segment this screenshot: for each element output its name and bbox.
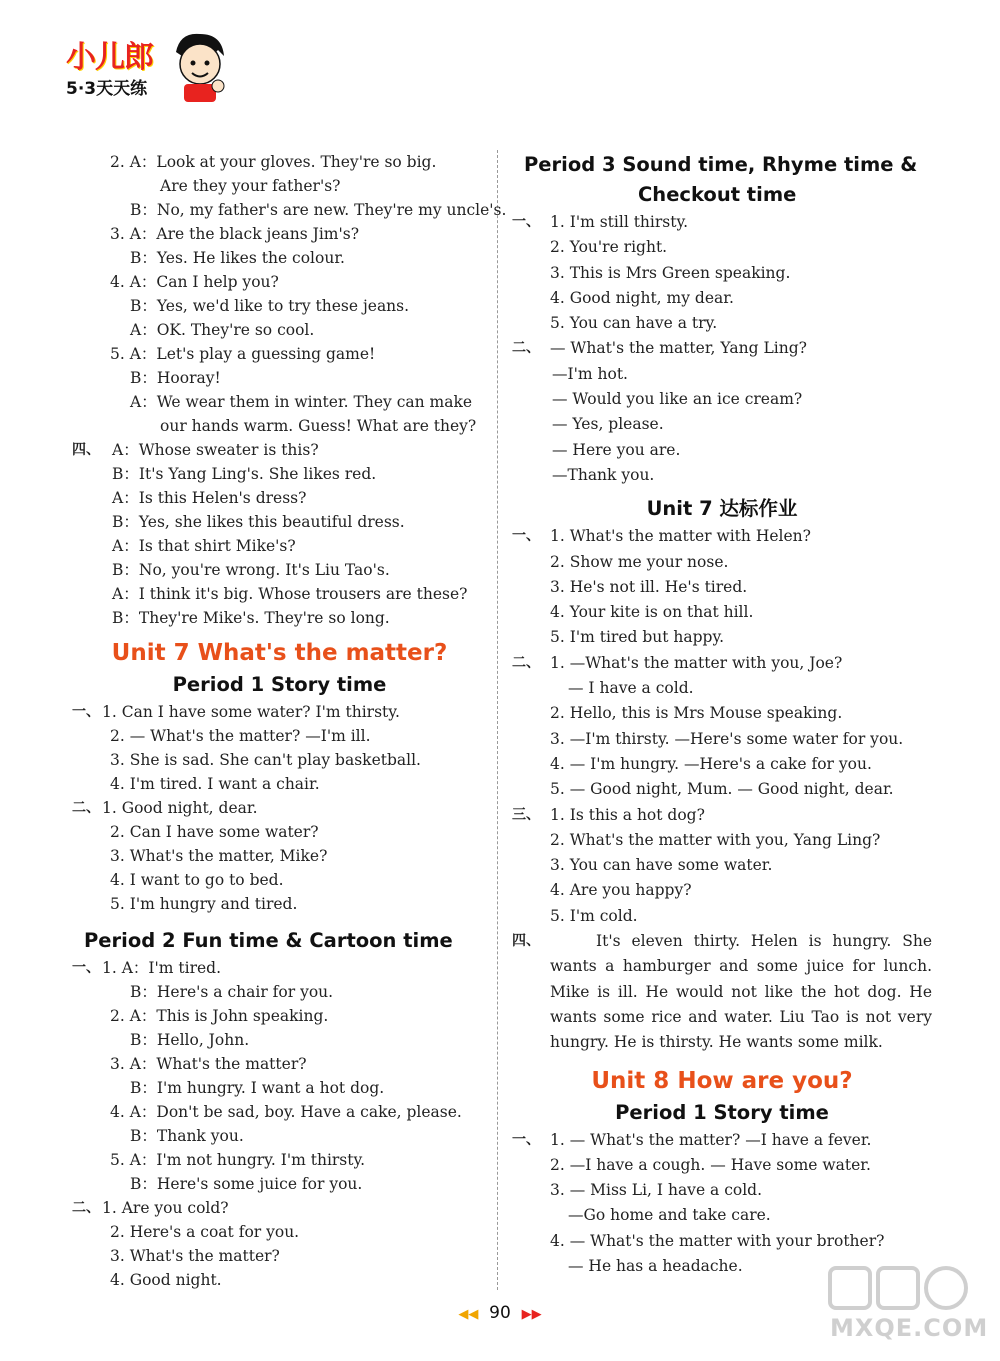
answer-line: B：Here's some juice for you. bbox=[130, 1175, 363, 1193]
watermark bbox=[800, 1262, 990, 1352]
logo-title: 小儿郎 bbox=[66, 40, 153, 75]
answer-line: 二、 — What's the matter, Yang Ling? bbox=[512, 336, 932, 361]
answer-line: — He has a headache. bbox=[568, 1256, 743, 1275]
answer-line: 一、 1. A：I'm tired. bbox=[72, 956, 487, 980]
answer-line: — Would you like an ice cream? bbox=[552, 390, 803, 409]
unit8-period1-title: Period 1 Story time bbox=[615, 1100, 829, 1124]
answer-line: 二、 1. —What's the matter with you, Joe? bbox=[512, 651, 932, 676]
answer-line: 二、 1. Are you cold? bbox=[72, 1196, 487, 1220]
watermark-text: MXQE.COM bbox=[830, 1314, 989, 1342]
brand-logo bbox=[62, 30, 232, 110]
section-marker: 二、 bbox=[512, 340, 540, 357]
prev-page-icon[interactable]: ◀◀ bbox=[458, 1307, 479, 1322]
answer-line: 3. She is sad. She can't play basketball. bbox=[110, 751, 421, 769]
section-marker: 四、 bbox=[512, 933, 540, 950]
answer-line: 2. Hello, this is Mrs Mouse speaking. bbox=[550, 704, 843, 723]
answer-line: 2. You're right. bbox=[550, 238, 668, 257]
answer-line: B：They're Mike's. They're so long. bbox=[112, 609, 390, 627]
answer-line: B：Yes. He likes the colour. bbox=[130, 249, 345, 267]
answer-line: — I have a cold. bbox=[568, 679, 694, 698]
answer-line: 4. Are you happy? bbox=[550, 881, 692, 900]
section-marker: 二、 bbox=[72, 800, 100, 816]
answer-line: 4. Good night. bbox=[110, 1271, 222, 1289]
answer-line: — Yes, please. bbox=[552, 415, 664, 434]
left-column bbox=[72, 150, 507, 1292]
unit7-title: Unit 7 What's the matter? bbox=[111, 640, 448, 666]
answer-line: 3. You can have some water. bbox=[550, 856, 773, 875]
section-marker: 二、 bbox=[512, 654, 540, 671]
answer-line: 5. I'm hungry and tired. bbox=[110, 895, 298, 913]
answer-line: 2. Here's a coat for you. bbox=[110, 1223, 300, 1241]
section-marker: 一、 bbox=[512, 214, 540, 230]
section-marker: 一、 bbox=[512, 528, 540, 545]
answer-line: 2. A：Look at your gloves. They're so big. bbox=[110, 153, 437, 171]
answer-line: Are they your father's? bbox=[160, 177, 341, 195]
answer-line: 4. — I'm hungry. —Here's a cake for you. bbox=[550, 754, 872, 773]
answer-line: B：Yes, we'd like to try these jeans. bbox=[130, 297, 410, 315]
section-marker: 二、 bbox=[72, 1200, 100, 1216]
answer-line: 4. Your kite is on that hill. bbox=[550, 603, 754, 622]
answer-line: 3. —I'm thirsty. —Here's some water for you. bbox=[550, 729, 904, 748]
answer-line: 4. A：Can I help you? bbox=[110, 273, 279, 291]
answer-line: 一、 1. I'm still thirsty. bbox=[512, 210, 932, 235]
answer-line: 5. A：Let's play a guessing game! bbox=[110, 345, 376, 363]
answer-line: B：Thank you. bbox=[130, 1127, 244, 1145]
column-divider bbox=[497, 150, 498, 1290]
period1-title: Period 1 Story time bbox=[172, 673, 387, 696]
answer-line: —I'm hot. bbox=[552, 364, 628, 383]
unit7-dabiao-title: Unit 7 达标作业 bbox=[646, 497, 798, 521]
answer-line: —Thank you. bbox=[552, 465, 655, 484]
answer-line: 一、 1. What's the matter with Helen? bbox=[512, 524, 932, 549]
answer-line: 四、 A：Whose sweater is this? bbox=[72, 438, 487, 462]
answer-line: 4. — What's the matter with your brother? bbox=[550, 1231, 885, 1250]
unit8-title: Unit 8 How are you? bbox=[591, 1067, 853, 1094]
passage-line: wants some rice and water. Liu Tao is not very bbox=[550, 1007, 932, 1026]
watermark-glyphs-icon bbox=[800, 1262, 990, 1318]
answer-line: 一、 1. — What's the matter? —I have a fever. bbox=[512, 1128, 932, 1153]
section-marker: 四、 bbox=[72, 442, 100, 458]
answer-line: B：Hooray! bbox=[130, 369, 221, 387]
answer-line: 5. — Good night, Mum. — Good night, dear. bbox=[550, 780, 894, 799]
answer-line: 3. — Miss Li, I have a cold. bbox=[550, 1181, 763, 1200]
section-marker: 一、 bbox=[512, 1131, 540, 1148]
answer-line: A：Is that shirt Mike's? bbox=[112, 537, 296, 555]
passage-line: wants a hamburger and some juice for lunch. bbox=[550, 957, 932, 976]
answer-line: 5. You can have a try. bbox=[550, 314, 718, 333]
answer-line: 2. Can I have some water? bbox=[110, 823, 319, 841]
answer-line: 4. Good night, my dear. bbox=[550, 288, 734, 307]
answer-line: our hands warm. Guess! What are they? bbox=[160, 417, 477, 435]
answer-line: B：It's Yang Ling's. She likes red. bbox=[112, 465, 377, 483]
answer-line: B：Here's a chair for you. bbox=[130, 983, 334, 1001]
answer-line: 2. Show me your nose. bbox=[550, 552, 729, 571]
answer-line: —Go home and take care. bbox=[568, 1206, 771, 1225]
section-marker: 一、 bbox=[72, 704, 100, 720]
answer-line: 3. He's not ill. He's tired. bbox=[550, 577, 748, 596]
page-number: 90 bbox=[489, 1303, 511, 1323]
answer-line: 4. A：Don't be sad, boy. Have a cake, please. bbox=[110, 1103, 462, 1121]
passage-line: 四、 It's eleven thirty. Helen is hungry. She bbox=[512, 929, 932, 954]
section-marker: 一、 bbox=[72, 960, 100, 976]
answer-line: A：I think it's big. Whose trousers are these? bbox=[112, 585, 468, 603]
answer-line: B：I'm hungry. I want a hot dog. bbox=[130, 1079, 385, 1097]
answer-line: — Here you are. bbox=[552, 440, 681, 459]
period3-title-cont: Checkout time bbox=[638, 183, 797, 206]
answer-line: 4. I want to go to bed. bbox=[110, 871, 284, 889]
answer-line: 2. What's the matter with you, Yang Ling? bbox=[550, 830, 881, 849]
period2-title: Period 2 Fun time & Cartoon time bbox=[84, 929, 453, 952]
right-column bbox=[512, 150, 932, 1279]
boy-mascot-icon bbox=[166, 30, 230, 104]
answer-line: A：We wear them in winter. They can make bbox=[130, 393, 473, 411]
answer-line: B：No, my father's are new. They're my uncle's. bbox=[130, 201, 507, 219]
section-marker: 三、 bbox=[512, 806, 540, 823]
answer-line: B：No, you're wrong. It's Liu Tao's. bbox=[112, 561, 390, 579]
answer-line: 二、 1. Good night, dear. bbox=[72, 796, 487, 820]
answer-line: 2. —I have a cough. — Have some water. bbox=[550, 1155, 871, 1174]
answer-line: 3. A：Are the black jeans Jim's? bbox=[110, 225, 360, 243]
answer-line: 3. A：What's the matter? bbox=[110, 1055, 307, 1073]
next-page-icon[interactable]: ▶▶ bbox=[521, 1307, 542, 1322]
answer-line: 5. A：I'm not hungry. I'm thirsty. bbox=[110, 1151, 366, 1169]
passage-line: hungry. He is thirsty. He wants some milk. bbox=[550, 1033, 883, 1052]
answer-line: 3. What's the matter, Mike? bbox=[110, 847, 328, 865]
answer-line: A：Is this Helen's dress? bbox=[112, 489, 307, 507]
passage-line: Mike is ill. He would not like the hot dog. He bbox=[550, 982, 932, 1001]
answer-line: 3. This is Mrs Green speaking. bbox=[550, 263, 791, 282]
answer-line: 三、 1. Is this a hot dog? bbox=[512, 803, 932, 828]
answer-line: 2. — What's the matter? —I'm ill. bbox=[110, 727, 371, 745]
answer-line: 2. A：This is John speaking. bbox=[110, 1007, 329, 1025]
answer-line: 一、 1. Can I have some water? I'm thirsty. bbox=[72, 700, 487, 724]
answer-line: 4. I'm tired. I want a chair. bbox=[110, 775, 320, 793]
answer-line: A：OK. They're so cool. bbox=[130, 321, 315, 339]
period3-title: Period 3 Sound time, Rhyme time & bbox=[524, 153, 918, 176]
answer-line: 3. What's the matter? bbox=[110, 1247, 280, 1265]
answer-line: 5. I'm cold. bbox=[550, 906, 638, 925]
answer-line: B：Hello, John. bbox=[130, 1031, 250, 1049]
answer-line: B：Yes, she likes this beautiful dress. bbox=[112, 513, 405, 531]
answer-line: 5. I'm tired but happy. bbox=[550, 628, 725, 647]
logo-subtitle: 5·3天天练 bbox=[66, 79, 148, 99]
